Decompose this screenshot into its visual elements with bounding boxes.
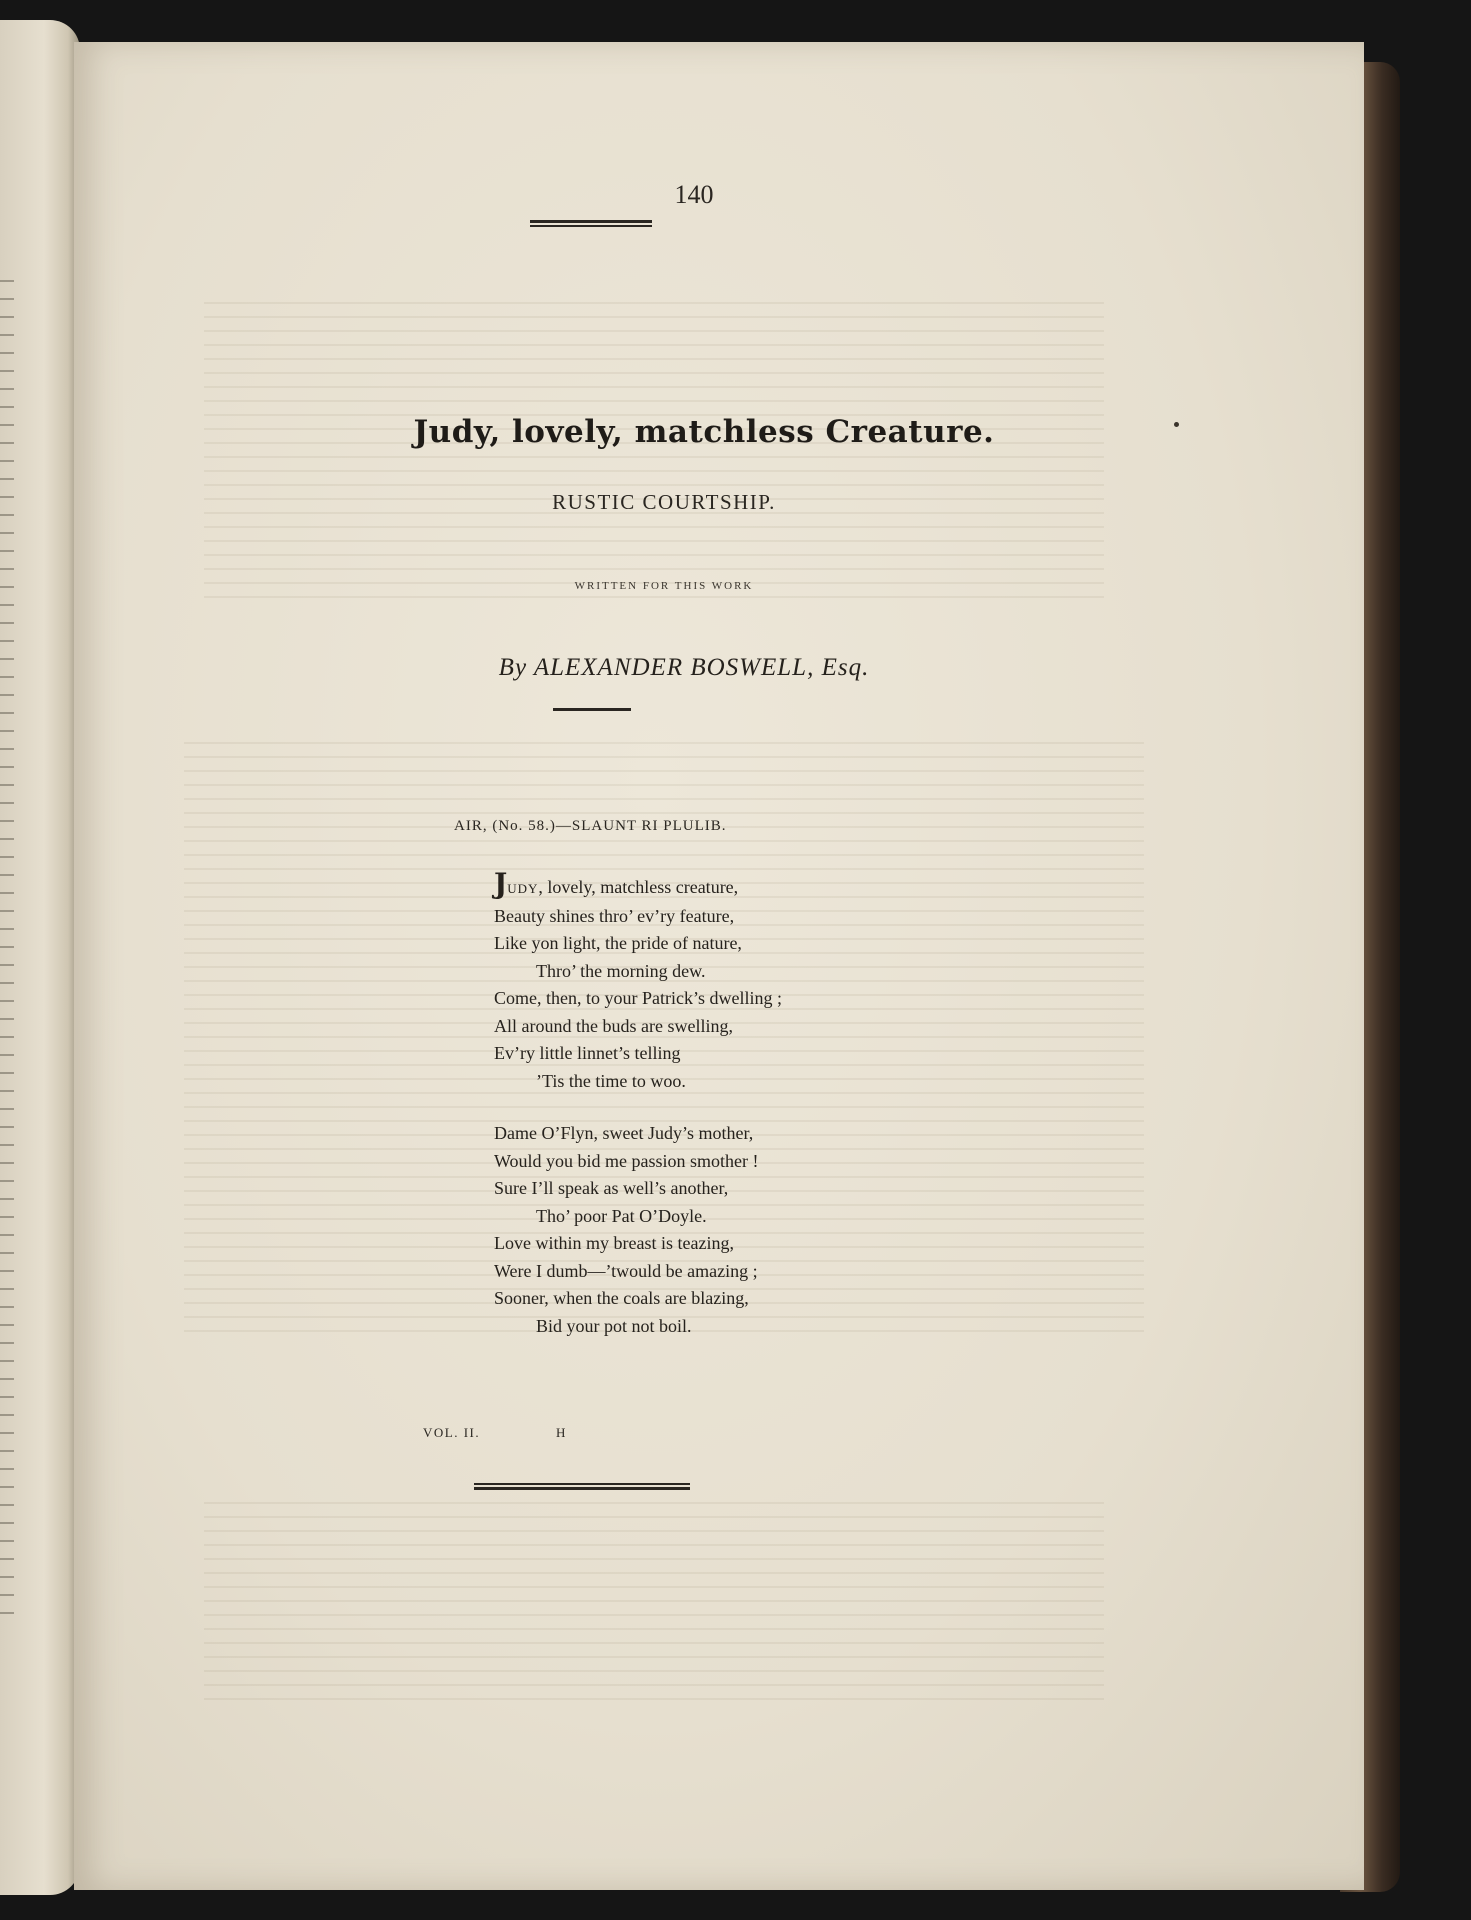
header-rule	[530, 220, 652, 223]
signature-mark: H	[556, 1425, 566, 1440]
show-through-music-bottom	[204, 1502, 1104, 1702]
stanza-line	[494, 867, 1014, 903]
stanza-line: Were I dumb—’twould be amazing ;	[494, 1260, 758, 1281]
stanza-line: ’Tis the time to woo.	[536, 1070, 686, 1091]
stanza-line: Love within my breast is teazing,	[494, 1233, 734, 1253]
volume-mark: VOL. II.	[423, 1425, 481, 1440]
stanza-line: Beauty shines thro’ ev’ry feature,	[494, 905, 735, 926]
header-rule-thin	[530, 225, 652, 227]
stanza-1	[494, 867, 1014, 1095]
stanza-line: Bid your pot not boil.	[536, 1315, 692, 1336]
written-for-note: WRITTEN FOR THIS WORK	[574, 580, 754, 592]
left-page-text-edge	[0, 280, 14, 1620]
stanza-line: Sooner, when the coals are blazing,	[494, 1288, 749, 1308]
song-subtitle: RUSTIC COURTSHIP.	[552, 490, 776, 514]
small-caps-word: UDY	[507, 881, 539, 896]
stanza-line: Thro’ the morning dew.	[536, 960, 706, 981]
stanza-2	[494, 1120, 1014, 1340]
song-title: Judy, lovely, matchless Creature.	[413, 414, 995, 450]
book-page	[74, 42, 1364, 1890]
author-line: By ALEXANDER BOSWELL, Esq.	[498, 654, 870, 681]
page-number: 140	[674, 180, 714, 209]
stanza-line: Tho’ poor Pat O’Doyle.	[536, 1205, 707, 1226]
left-page-edge	[0, 20, 80, 1895]
ink-speck	[1174, 422, 1179, 427]
first-line-text: , lovely, matchless creature,	[538, 877, 739, 897]
drop-cap: J	[494, 867, 508, 900]
stanza-line: Sure I’ll speak as well’s another,	[494, 1178, 729, 1198]
stanza-line: Dame O’Flyn, sweet Judy’s mother,	[494, 1123, 754, 1143]
section-divider	[553, 708, 631, 711]
stanza-line: Come, then, to your Patrick’s dwelling ;	[494, 988, 782, 1008]
stanza-line: All around the buds are swelling,	[494, 1015, 733, 1036]
stanza-line: Like yon light, the pride of nature,	[494, 933, 742, 953]
bottom-rule	[474, 1483, 690, 1485]
bottom-rule-thick	[474, 1487, 690, 1490]
stanza-line: Would you bid me passion smother !	[494, 1150, 759, 1171]
air-reference: AIR, (No. 58.)—SLAUNT RI PLULIB.	[454, 818, 727, 834]
stanza-line: Ev’ry little linnet’s telling	[494, 1043, 681, 1063]
show-through-music-top	[204, 302, 1104, 602]
